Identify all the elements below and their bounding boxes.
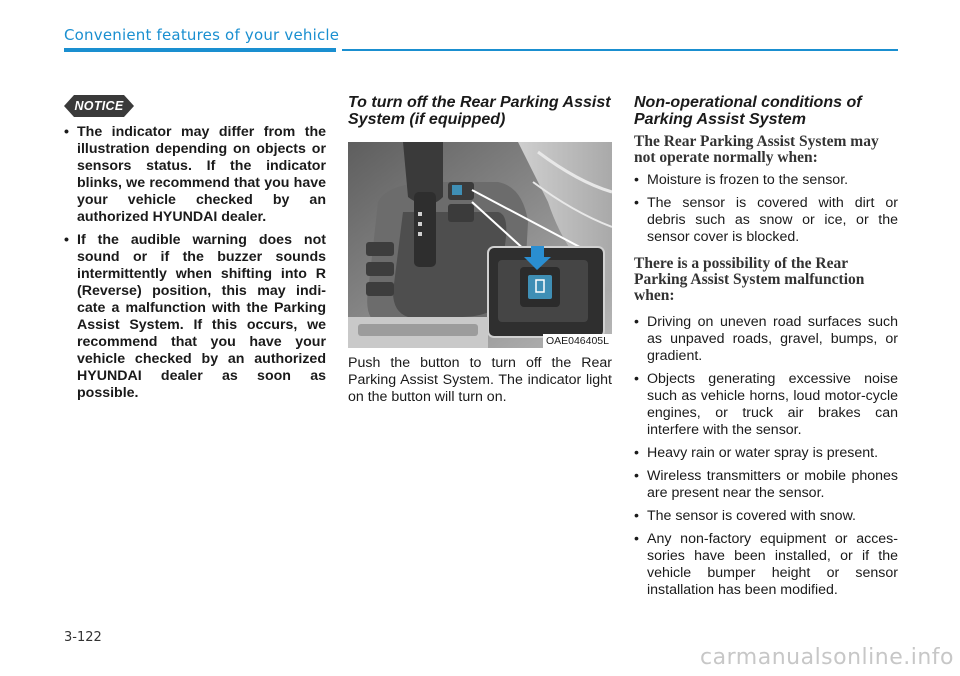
list-item: • The indicator may differ from the illustration depending on objects or sensors status. If the indicator blinks, we recommend that you have your vehicle checked by an authorized HYUNDAI dealer. [64,124,326,226]
header-rule-thin [342,49,898,51]
notice-bullet-list [64,124,326,408]
console-photo [348,142,612,348]
page-number: 3-122 [64,630,102,645]
list-item: • Wireless transmitters or mobile phones are present near the sensor. [634,468,898,502]
site-watermark: carmanualsonline.info [700,645,954,670]
notice-label: NOTICE [74,99,124,113]
subtitle-possible-malfunction: There is a possibility of the Rear Parking Assist System malfunction when: [634,255,865,304]
notice-badge [64,95,134,117]
figure-caption: OAE046405L [543,334,612,348]
console-button-illustration [348,142,612,348]
section-title-non-operational: Non-operational conditions of Parking Assist System [634,94,862,128]
list-item: • Objects generating excessive noise such as vehicle horns, loud motor-cycle engines, or truck air brakes can interfere with the sensor. [634,371,898,439]
section-title-turn-off: To turn off the Rear Parking Assist System (if equipped) [348,94,611,128]
section-header-title: Convenient features of your vehicle [64,26,340,44]
list-item: • Heavy rain or water spray is present. [634,445,898,462]
list-item: • If the audible warning does not sound or if the buzzer sounds intermittently when shifting into R (Reverse) position, this may indi-cate a malfunction with the Parking Assist System. If this occurs, we recommend that you have your vehicle checked by an authorized HYUNDAI dealer as soon as possible. [64,232,326,402]
turn-off-paragraph: Push the button to turn off the Rear Parking Assist System. The indicator light on the button will turn on. [348,355,612,405]
list-item: • Moisture is frozen to the sensor. [634,172,898,189]
subtitle-may-not-operate: The Rear Parking Assist System may not operate normally when: [634,133,879,166]
list-item: • The sensor is covered with snow. [634,508,898,525]
condition-list-b [634,314,898,605]
header-rule-thick [64,48,336,52]
condition-list-a [634,172,898,252]
list-item: • Driving on uneven road surfaces such as unpaved roads, gravel, bumps, or gradient. [634,314,898,365]
list-item: • Any non-factory equipment or acces-sories have been installed, or if the vehicle bumper height or sensor installation has been modified. [634,531,898,599]
list-item: • The sensor is covered with dirt or debris such as snow or ice, or the sensor cover is blocked. [634,195,898,246]
